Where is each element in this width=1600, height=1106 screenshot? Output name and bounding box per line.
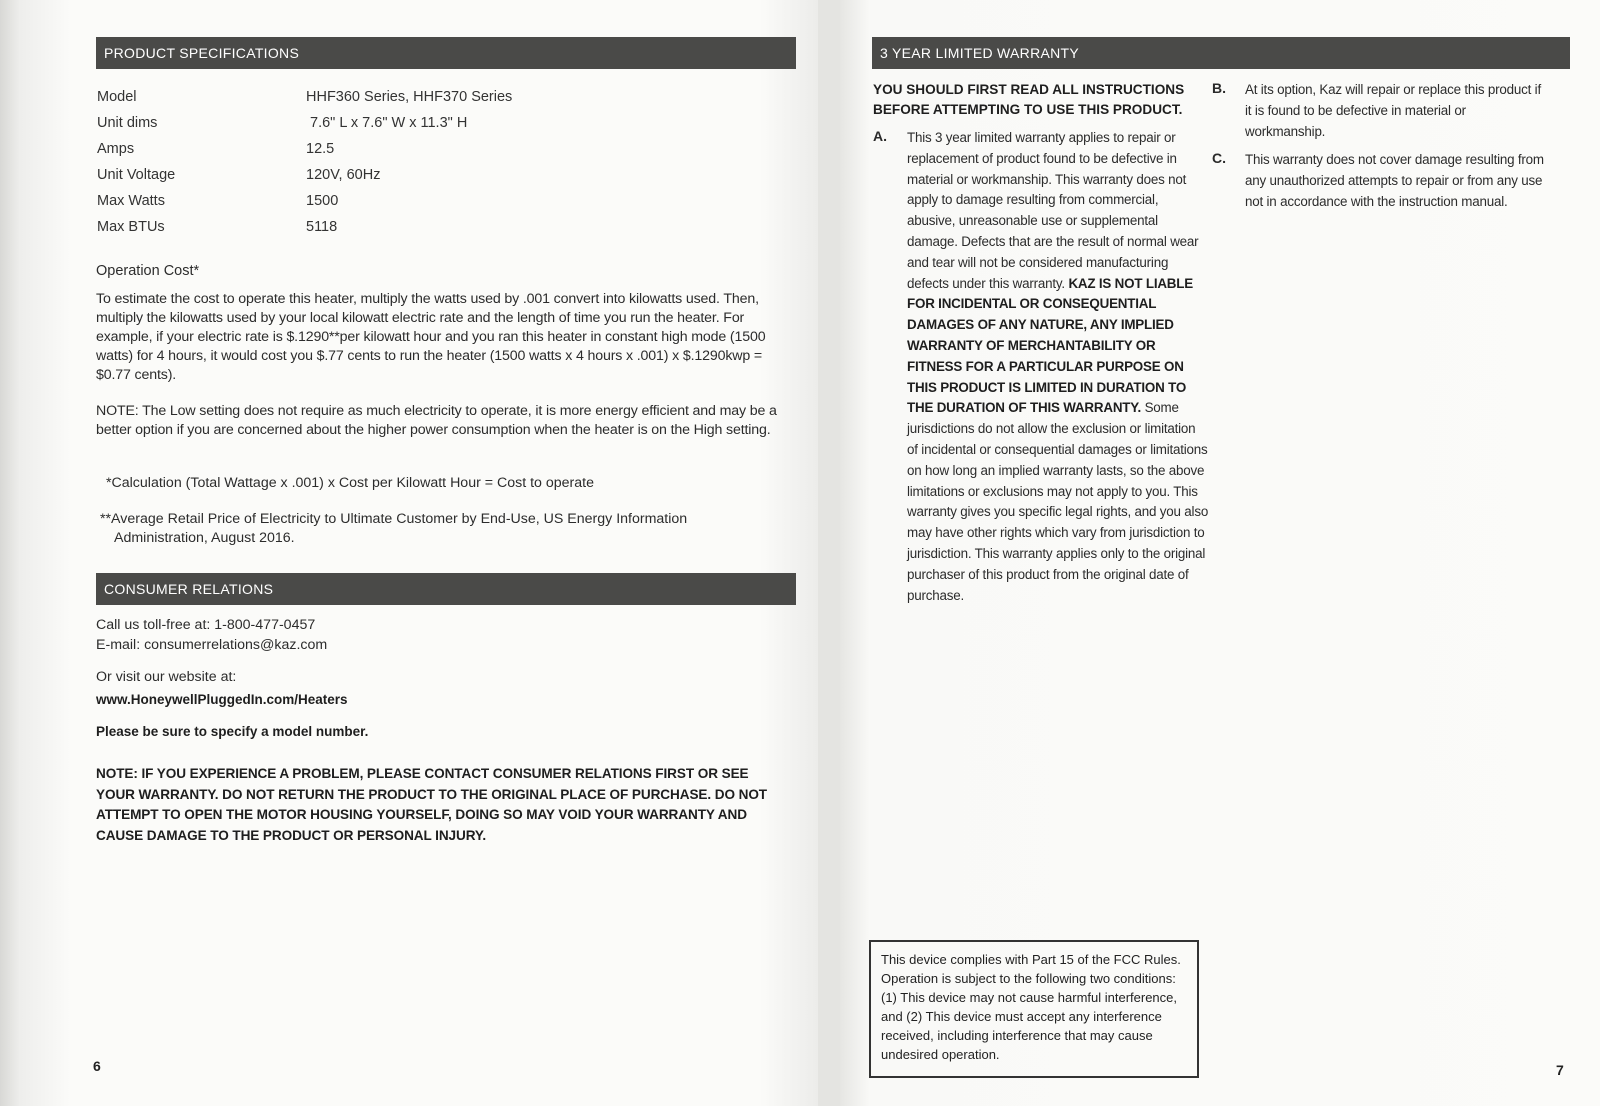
visit-website-line: Or visit our website at: <box>96 669 237 685</box>
website-link[interactable]: www.HoneywellPluggedIn.com/Heaters <box>96 692 348 707</box>
spec-label: Unit dims <box>97 115 158 131</box>
spec-value: 7.6" L x 7.6" W x 11.3" H <box>310 115 468 131</box>
spec-value: 5118 <box>306 219 338 235</box>
item-b-label: B. <box>1212 80 1226 96</box>
average-price-note: **Average Retail Price of Electricity to Ultimate Customer by End-Use, US Energy Information Administration, August 2016. <box>100 511 688 546</box>
spec-label: Max BTUs <box>97 219 165 235</box>
problem-warning: NOTE: IF YOU EXPERIENCE A PROBLEM, PLEASE CONTACT CONSUMER RELATIONS FIRST OR SEE YOUR WARRANTY. DO NOT RETURN THE PRODUCT TO THE ORIGINAL PLACE OF PURCHASE. DO NOT ATTEMPT TO OPEN THE MOTOR HOUSING YOURSELF, DOING SO MAY VOID YOUR WARRANTY AND CAUSE DAMAGE TO THE PRODUCT OR PERSONAL INJURY. <box>96 766 768 843</box>
specify-model-note: Please be sure to specify a model number. <box>96 724 369 739</box>
item-a-label: A. <box>873 128 887 144</box>
warranty-intro: YOU SHOULD FIRST READ ALL INSTRUCTIONS BEFORE ATTEMPTING TO USE THIS PRODUCT. <box>873 82 1185 117</box>
item-c-label: C. <box>1212 150 1226 166</box>
spec-label: Unit Voltage <box>97 167 176 183</box>
email-line: E-mail: consumerrelations@kaz.com <box>96 637 328 653</box>
spec-value: 1500 <box>306 193 339 209</box>
page-number-left: 6 <box>93 1058 101 1074</box>
item-b-text: At its option, Kaz will repair or replace this product if it is found to be defective in material or workmanship. <box>1245 82 1541 139</box>
toll-free-line: Call us toll-free at: 1-800-477-0457 <box>96 617 316 633</box>
spec-label: Amps <box>97 141 135 157</box>
calculation-note: *Calculation (Total Wattage x .001) x Cost per Kilowatt Hour = Cost to operate <box>106 475 594 491</box>
fcc-notice-text: This device complies with Part 15 of the FCC Rules. Operation is subject to the following two conditions: (1) This device may not cause harmful interference, and (2) This device must accept any interference received, including interference that may cause undesired operation. <box>881 952 1181 1062</box>
consumer-relations-header: CONSUMER RELATIONS <box>96 573 796 605</box>
spec-label: Model <box>97 89 137 105</box>
spec-value: 120V, 60Hz <box>306 167 381 183</box>
right-page <box>840 0 1600 1106</box>
warranty-header: 3 YEAR LIMITED WARRANTY <box>872 37 1570 69</box>
item-c-text: This warranty does not cover damage resulting from any unauthorized attempts to repair or from any use not in accordance with the instruction manual. <box>1245 152 1544 209</box>
fcc-notice-box <box>869 940 1199 1078</box>
spec-label: Max Watts <box>97 193 165 209</box>
book-gutter <box>818 0 840 1106</box>
page-number-right: 7 <box>1556 1062 1564 1078</box>
spec-value: HHF360 Series, HHF370 Series <box>306 89 513 105</box>
low-setting-note: NOTE: The Low setting does not require as much electricity to operate, it is more energy efficient and may be a better option if you are concerned about the higher power consumption when the heater is on the High setting. <box>96 403 777 438</box>
item-a-disclaimer: KAZ IS NOT LIABLE FOR INCIDENTAL OR CONSEQUENTIAL DAMAGES OF ANY NATURE, ANY IMPLIED WARRANTY OF MERCHANTABILITY OR FITNESS FOR A PARTICULAR PURPOSE ON THIS PRODUCT IS LIMITED IN DURATION TO THE DURATION OF THIS WARRANTY. <box>907 275 1193 416</box>
page-edge-shadow <box>0 0 70 1106</box>
spec-value: 12.5 <box>306 141 335 157</box>
item-a-text <box>907 128 1209 606</box>
item-a-text-part1: This 3 year limited warranty applies to repair or replacement of product found to be defective in material or workmanship. This warranty does not apply to damage resulting from commercial, abusive, unreasonable use or supplemental damage. Defects that are the result of normal wear and tear will not be considered manufacturing defects under this warranty. <box>907 130 1199 291</box>
item-a-text-part2: Some jurisdictions do not allow the exclusion or limitation of incidental or consequential damages or limitations on how long an implied warranty lasts, so the above limitations or exclusions may not apply to you. This warranty gives you specific legal rights, and you also may have other rights which vary from jurisdiction to jurisdiction. This warranty applies only to the original purchaser of this product from the original date of purchase. <box>907 400 1209 603</box>
product-specifications-header: PRODUCT SPECIFICATIONS <box>96 37 796 69</box>
operation-cost-text: To estimate the cost to operate this heater, multiply the watts used by .001 convert into kilowatts used. Then, multiply the kilowatts used by your local kilowatt electric rate and the length of time you run the heater. For example, if your electric rate is $.1290**per kilowatt hour and you ran this heater in constant high mode (1500 watts) for 4 hours, it would cost you $.77 cents to run the heater (1500 watts x 4 hours x .001) x $.1290kwp = $0.77 cents). <box>96 291 766 383</box>
operation-cost-title: Operation Cost* <box>96 263 200 279</box>
